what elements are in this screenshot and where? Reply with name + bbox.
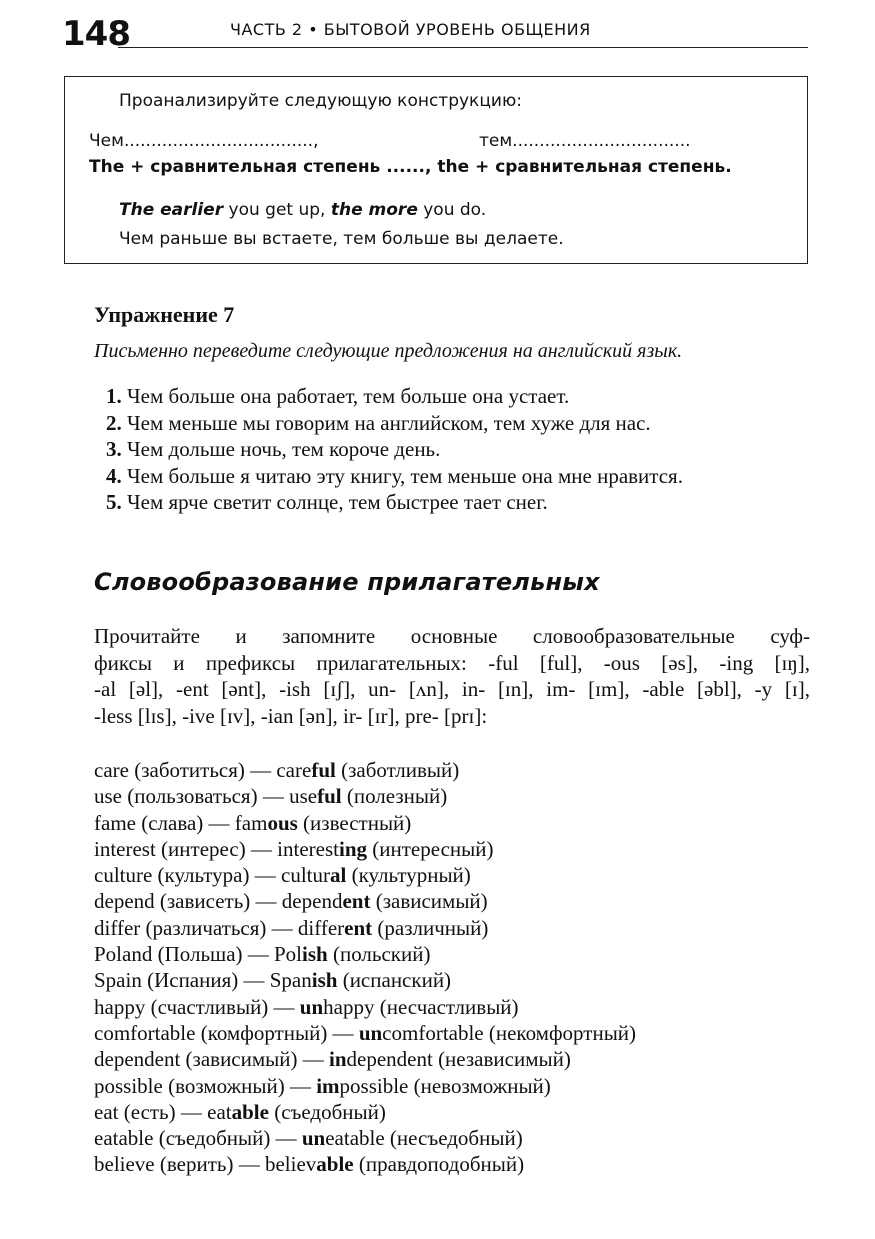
word-affix: ing <box>339 836 368 861</box>
rule-pattern-en: The + сравнительная степень ......, the + сравнительная степень. <box>89 157 732 177</box>
word-affix: able <box>231 1099 269 1124</box>
word-pair <box>94 941 636 967</box>
exercise-item-text: Чем больше она работает, тем больше она устает. <box>121 384 570 408</box>
page-number: 148 <box>62 14 130 54</box>
word-base: believe (верить) — believ <box>94 1152 317 1177</box>
word-gloss: (польский) <box>327 942 431 967</box>
exercise-item-number: 3. <box>106 437 122 461</box>
word-base: culture (культура) — cultur <box>94 863 330 888</box>
word-pair <box>94 915 636 941</box>
word-pair <box>94 888 636 914</box>
word-pair <box>94 836 636 862</box>
exercise-item-text: Чем дольше ночь, тем короче день. <box>121 437 441 461</box>
word-base: depend (зависеть) — depend <box>94 889 343 914</box>
word-gloss: eatable (несъедобный) <box>325 1126 523 1151</box>
exercise-item-number: 5. <box>106 490 122 514</box>
word-pair <box>94 1073 636 1099</box>
word-pair <box>94 862 636 888</box>
rule-example-ru: Чем раньше вы встаете, тем больше вы делаете. <box>119 229 564 249</box>
word-gloss: dependent (независимый) <box>346 1047 571 1072</box>
exercise-item <box>106 489 683 516</box>
paragraph-line: Прочитайте и запомните основные словообразовательные суф- <box>94 624 810 648</box>
example-emphasis-2: the more <box>330 200 418 220</box>
word-base: eat (есть) — eat <box>94 1099 232 1124</box>
word-base: Poland (Польша) — Pol <box>94 942 303 967</box>
word-gloss: (заботливый) <box>335 758 460 782</box>
word-pair <box>94 783 636 809</box>
running-title: ЧАСТЬ 2 • БЫТОВОЙ УРОВЕНЬ ОБЩЕНИЯ <box>230 20 591 39</box>
word-gloss: comfortable (некомфортный) <box>382 1020 637 1045</box>
section-title: Словообразование прилагательных <box>94 568 600 596</box>
paragraph-line: -less [lɪs], -ive [ɪv], -ian [ən], ir- [ɪr], pre- [prɪ]: <box>94 703 488 728</box>
word-pair <box>94 810 636 836</box>
exercise-item-text: Чем ярче светит солнце, тем быстрее тает снег. <box>121 490 548 514</box>
word-affix: un <box>299 994 324 1019</box>
grammar-rule-box <box>64 76 808 264</box>
word-affix: un <box>358 1020 383 1045</box>
word-base: differ (различаться) — differ <box>94 915 345 940</box>
word-pair <box>94 1151 636 1177</box>
rule-intro: Проанализируйте следующую конструкцию: <box>119 91 522 111</box>
word-base: happy (счастливый) — <box>94 994 300 1019</box>
exercise-item <box>106 436 683 463</box>
header-rule <box>118 47 808 48</box>
word-base: Spain (Испания) — Span <box>94 968 312 993</box>
word-gloss: (съедобный) <box>268 1099 386 1124</box>
word-base: possible (возможный) — <box>94 1073 317 1098</box>
word-affix: ish <box>302 942 328 967</box>
word-base: fame (слава) — fam <box>94 810 268 835</box>
word-affix: ful <box>311 758 336 782</box>
word-gloss: happy (несчастливый) <box>323 994 519 1019</box>
word-base: dependent (зависимый) — <box>94 1047 329 1072</box>
word-pair <box>94 1046 636 1072</box>
exercise-item-text: Чем меньше мы говорим на английском, тем хуже для нас. <box>121 410 651 435</box>
exercise-list <box>106 383 683 516</box>
word-base: use (пользоваться) — use <box>94 784 318 809</box>
word-pair <box>94 994 636 1020</box>
exercise-item-number: 2. <box>106 410 122 435</box>
word-pair <box>94 1125 636 1151</box>
exercise-item <box>106 463 683 490</box>
paragraph-line: -al [əl], -ent [ənt], -ish [ɪʃ], un- [ʌn], in- [ɪn], im- [ɪm], -able [əbl], -y [ɪ], <box>94 677 810 701</box>
exercise-instruction: Письменно переведите следующие предложения на английский язык. <box>94 340 683 362</box>
paragraph-line: фиксы и префиксы прилагательных: -ful [ful], -ous [əs], -ing [ɪŋ], <box>94 650 810 675</box>
word-affix: in <box>329 1047 347 1072</box>
word-gloss: (культурный) <box>346 863 471 888</box>
section-paragraph <box>94 623 810 729</box>
word-affix: able <box>316 1152 354 1177</box>
word-base: comfortable (комфортный) — <box>94 1020 359 1045</box>
example-emphasis-1: The earlier <box>119 200 224 220</box>
word-gloss: (известный) <box>297 810 412 835</box>
exercise-item-number: 4. <box>106 463 122 488</box>
word-gloss: (различный) <box>372 915 489 940</box>
word-pair <box>94 757 636 783</box>
word-gloss: (полезный) <box>341 784 448 809</box>
exercise-item <box>106 410 683 437</box>
word-base: care (заботиться) — care <box>94 758 312 782</box>
example-text-1: you get up, <box>223 200 331 220</box>
exercise-item <box>106 383 683 410</box>
word-gloss: (интересный) <box>367 836 494 861</box>
word-pair <box>94 1099 636 1125</box>
word-pair-list <box>94 757 636 1178</box>
exercise-item-number: 1. <box>106 384 122 408</box>
word-gloss: (правдоподобный) <box>353 1152 525 1177</box>
word-gloss: (зависимый) <box>370 889 488 914</box>
word-affix: un <box>301 1126 326 1151</box>
word-affix: ful <box>317 784 342 809</box>
word-pair <box>94 1020 636 1046</box>
word-affix: ous <box>267 810 298 835</box>
rule-example-en <box>119 200 486 220</box>
word-base: interest (интерес) — interest <box>94 836 339 861</box>
word-affix: ent <box>342 889 371 914</box>
word-affix: al <box>329 863 347 888</box>
word-affix: ish <box>311 968 338 993</box>
exercise-item-text: Чем больше я читаю эту книгу, тем меньше она мне нравится. <box>121 463 683 488</box>
word-gloss: (испанский) <box>337 968 452 993</box>
example-text-2: you do. <box>417 200 487 220</box>
word-affix: im <box>316 1073 340 1098</box>
word-gloss: possible (невозможный) <box>339 1073 551 1098</box>
word-base: eatable (съедобный) — <box>94 1126 302 1151</box>
rule-pattern-ru-left: Чем..................................., <box>89 131 319 151</box>
exercise-title: Упражнение 7 <box>94 302 235 327</box>
rule-pattern-ru-right: тем................................. <box>479 131 691 151</box>
word-pair <box>94 967 636 993</box>
word-affix: ent <box>344 915 373 940</box>
